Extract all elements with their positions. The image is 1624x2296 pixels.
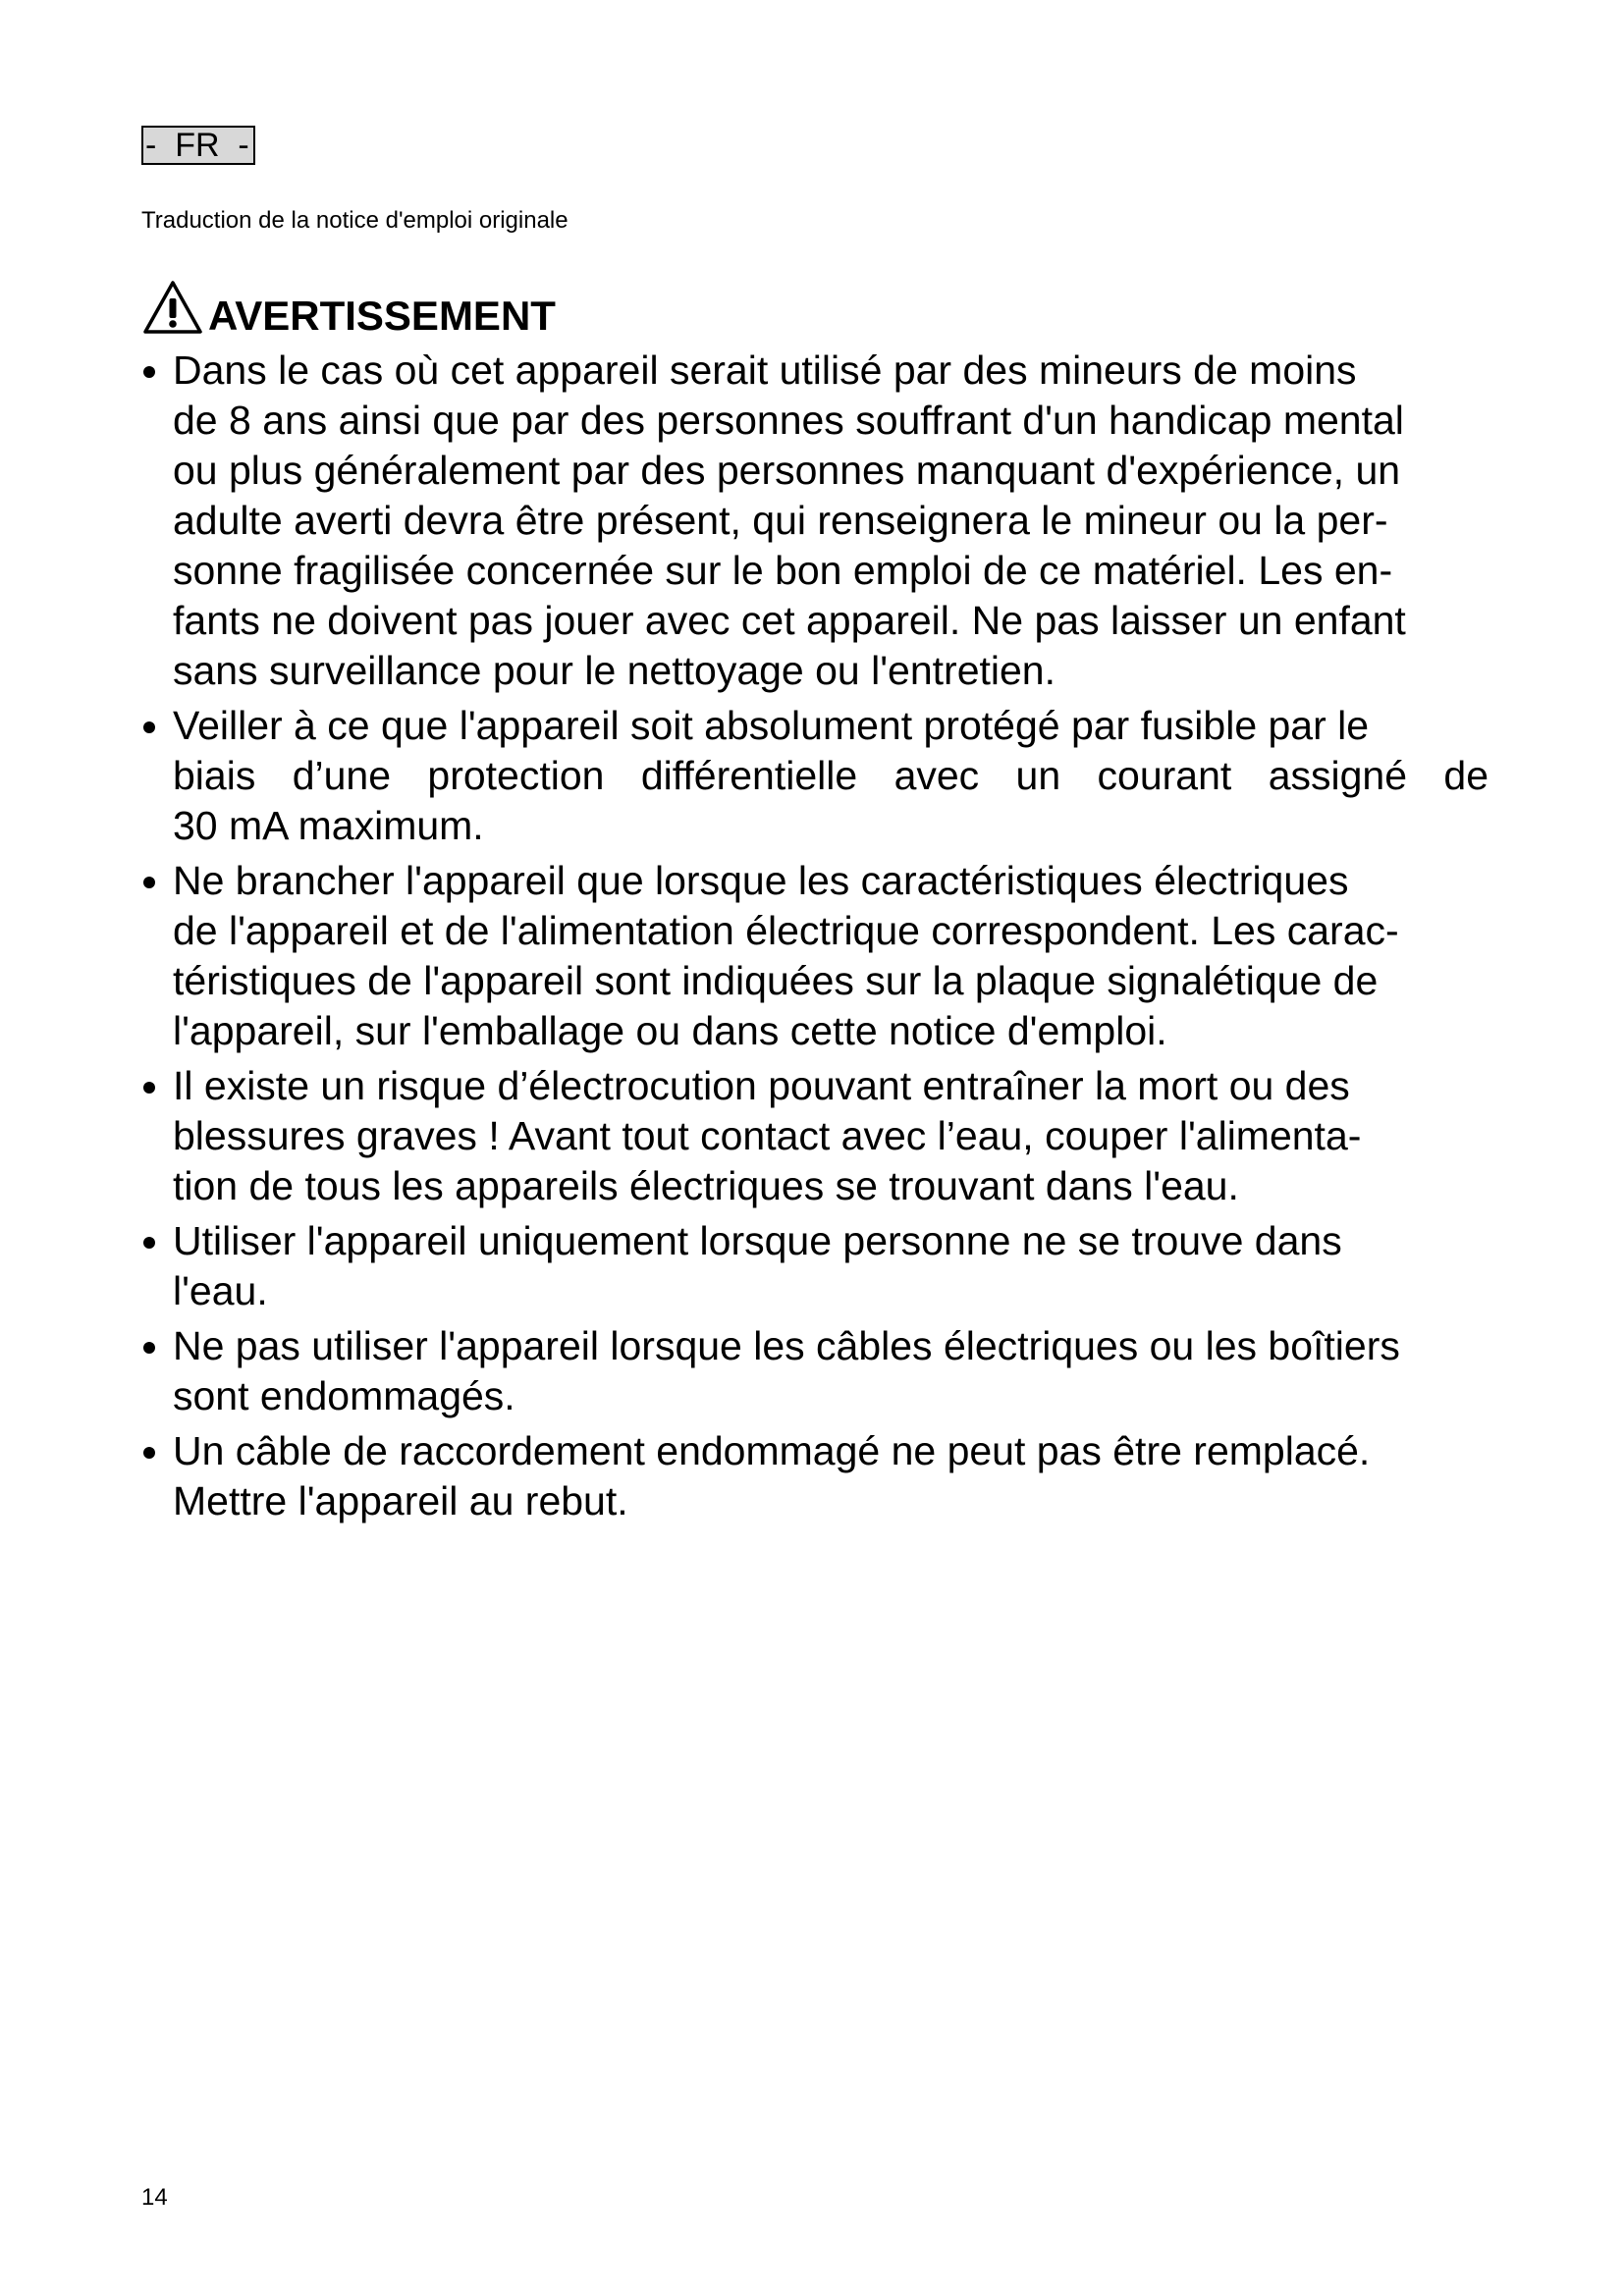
bullet-icon	[143, 1082, 155, 1094]
item-line: biais d’une protection différentielle avec un courant assigné de	[173, 753, 1489, 798]
item-line: Dans le cas où cet appareil serait utilisé par des mineurs de moins	[173, 347, 1357, 393]
warning-item	[141, 856, 1516, 1056]
bullet-icon	[143, 366, 155, 378]
page-number: 14	[141, 2184, 168, 2211]
item-line: sonne fragilisée concernée sur le bon emploi de ce matériel. Les en-	[173, 548, 1393, 593]
item-line: sans surveillance pour le nettoyage ou l'entretien.	[173, 648, 1056, 693]
item-line: 30 mA maximum.	[173, 803, 484, 848]
item-line: Veiller à ce que l'appareil soit absolument protégé par fusible par le	[173, 703, 1370, 748]
bullet-icon	[143, 1447, 155, 1459]
item-line: Mettre l'appareil au rebut.	[173, 1478, 628, 1523]
warning-item	[141, 1321, 1516, 1421]
item-line: Ne brancher l'appareil que lorsque les caractéristiques électriques	[173, 858, 1349, 903]
warning-item	[141, 1061, 1516, 1211]
warning-header	[141, 273, 556, 339]
bullet-icon	[143, 877, 155, 888]
warning-title: AVERTISSEMENT	[208, 293, 556, 339]
item-line: de 8 ans ainsi que par des personnes souffrant d'un handicap mental	[173, 398, 1404, 443]
item-line: Utiliser l'appareil uniquement lorsque personne ne se trouve dans	[173, 1218, 1342, 1263]
item-line: de l'appareil et de l'alimentation électrique correspondent. Les carac-	[173, 908, 1399, 953]
item-line: tion de tous les appareils électriques se trouvant dans l'eau.	[173, 1163, 1239, 1208]
item-line: sont endommagés.	[173, 1373, 515, 1418]
item-line: téristiques de l'appareil sont indiquées sur la plaque signalétique de	[173, 958, 1379, 1003]
warning-list	[141, 346, 1516, 1531]
item-line: l'appareil, sur l'emballage ou dans cette notice d'emploi.	[173, 1008, 1167, 1053]
warning-triangle-icon	[141, 279, 204, 336]
bullet-icon	[143, 1237, 155, 1249]
document-subtitle: Traduction de la notice d'emploi originale	[141, 207, 568, 234]
warning-item	[141, 346, 1516, 696]
warning-item	[141, 1426, 1516, 1526]
item-line: blessures graves ! Avant tout contact avec l’eau, couper l'alimenta-	[173, 1113, 1362, 1158]
language-tag: - FR -	[141, 126, 255, 165]
item-line: Ne pas utiliser l'appareil lorsque les câbles électriques ou les boîtiers	[173, 1323, 1400, 1368]
warning-item	[141, 701, 1516, 851]
item-line: Il existe un risque d’électrocution pouvant entraîner la mort ou des	[173, 1063, 1350, 1108]
item-line: ou plus généralement par des personnes manquant d'expérience, un	[173, 448, 1401, 493]
item-line: fants ne doivent pas jouer avec cet appareil. Ne pas laisser un enfant	[173, 598, 1406, 643]
bullet-icon	[143, 721, 155, 733]
warning-item	[141, 1216, 1516, 1316]
item-line: l'eau.	[173, 1268, 268, 1313]
item-line: Un câble de raccordement endommagé ne peut pas être remplacé.	[173, 1428, 1371, 1473]
item-line: adulte averti devra être présent, qui renseignera le mineur ou la per-	[173, 498, 1388, 543]
bullet-icon	[143, 1342, 155, 1354]
